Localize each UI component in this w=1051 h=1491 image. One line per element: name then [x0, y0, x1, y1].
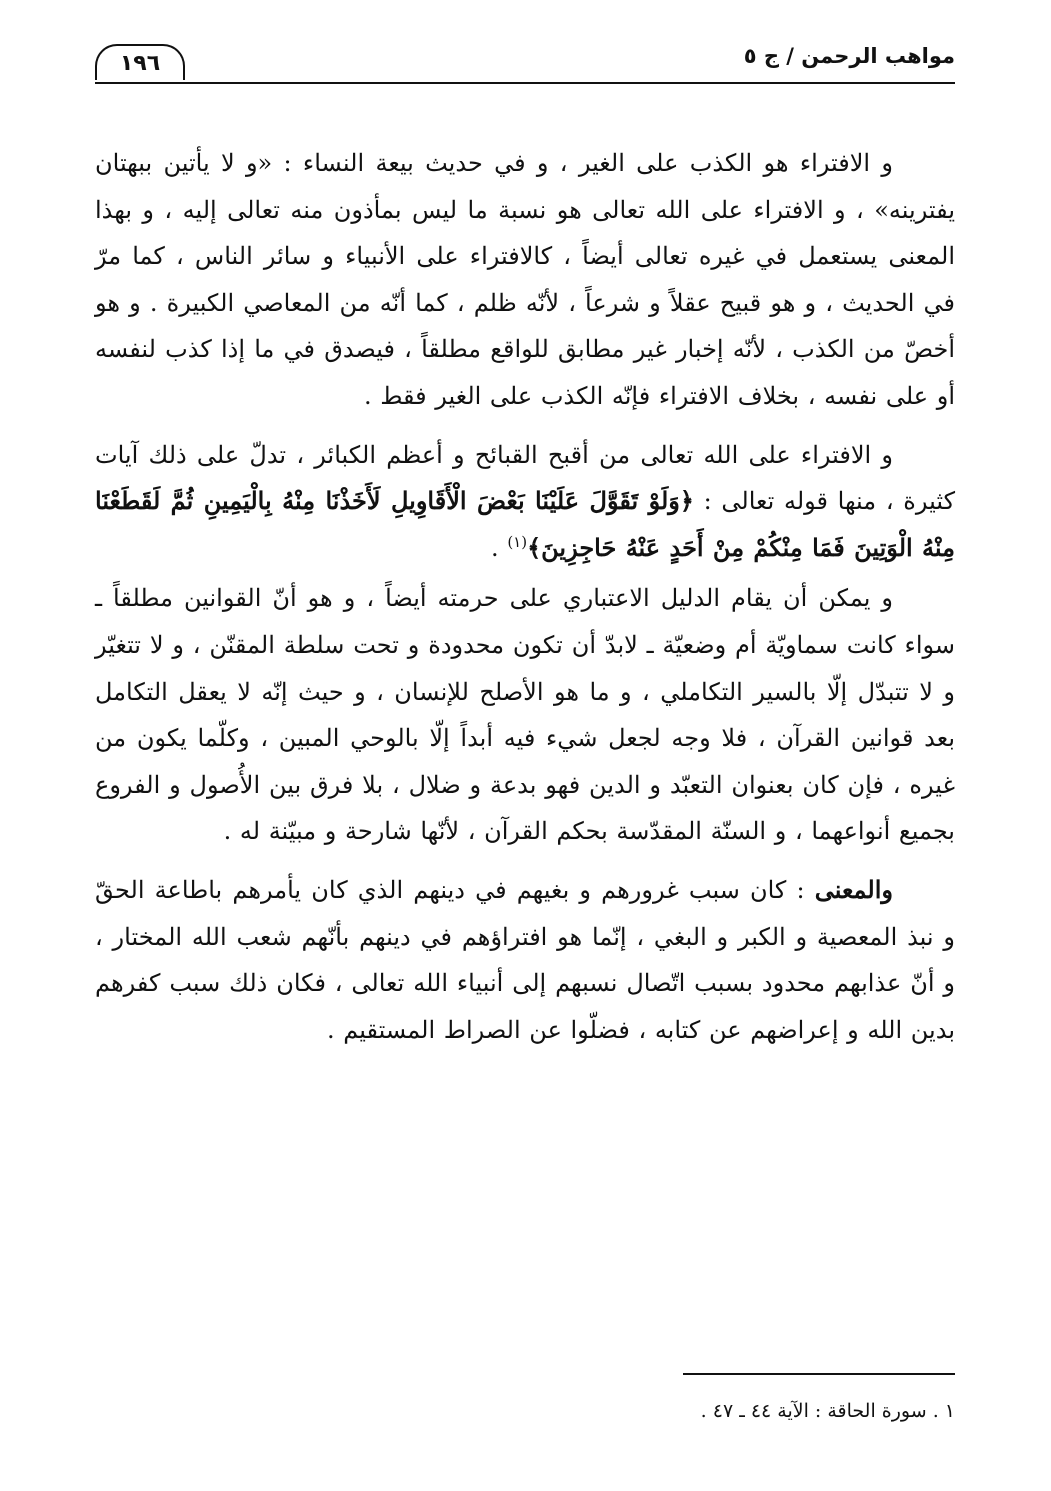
header-rule — [95, 82, 955, 84]
footnote-rule — [683, 1373, 955, 1375]
footnote: ١ . سورة الحاقة : الآية ٤٤ ـ ٤٧ . — [700, 1400, 955, 1422]
meaning-label: والمعنى — [814, 874, 893, 904]
main-text — [95, 140, 955, 1059]
paragraph-2 — [95, 432, 955, 572]
page-number: ١٩٦ — [95, 44, 185, 80]
paragraph-2-intro: و الافتراء على الله تعالى من أقبح القبائح و أعظم الكبائر ، تدلّ على ذلك آيات كثيرة ، منها قوله تعالى : — [95, 440, 955, 516]
paragraph-1: و الافتراء هو الكذب على الغير ، و في حديث بيعة النساء : «و لا يأتين ببهتان يفترينه» ، و الافتراء على الله تعالى هو نسبة ما ليس بمأذون منه تعالى إليه ، و بهذا المعنى يستعمل في غيره تعالى أيضاً ، كالافتراء على الأنبياء و سائر الناس ، كما مرّ في الحديث ، و هو قبيح عقلاً و شرعاً ، لأنّه ظلم ، كما أنّه من المعاصي الكبيرة . و هو أخصّ من الكذب ، لأنّه إخبار غير مطابق للواقع مطلقاً ، فيصدق في ما إذا كذب لنفسه أو على نفسه ، بخلاف الافتراء فإنّه الكذب على الغير فقط . — [95, 149, 956, 410]
quran-verse: ﴿وَلَوْ تَقَوَّلَ عَلَيْنَا بَعْضَ الْأَقَاوِيلِ لَأَخَذْنَا مِنْهُ بِالْيَمِينِ ثُمَّ لَقَطَعْنَا مِنْهُ الْوَتِينَ فَمَا مِنْكُمْ مِنْ أَحَدٍ عَنْهُ حَاجِزِينَ﴾ — [95, 486, 955, 562]
paragraph-4 — [95, 867, 955, 1053]
page-header — [95, 40, 955, 88]
running-title: مواهب الرحمن / ج ٥ — [743, 44, 955, 68]
paragraph-4-text: : كان سبب غرورهم و بغيهم في دينهم الذي كان يأمرهم باطاعة الحقّ و نبذ المعصية و الكبر و البغي ، إنّما هو افتراؤهم في دينهم بأنّهم شعب الله المختار ، و أنّ عذابهم محدود بسبب اتّصال نسبهم إلى أنبياء الله تعالى ، فكان ذلك سبب كفرهم بدين الله و إعراضهم عن كتابه ، فضلّوا عن الصراط المستقيم . — [95, 875, 955, 1044]
footnote-reference: (١) — [507, 532, 528, 551]
paragraph-3: و يمكن أن يقام الدليل الاعتباري على حرمته أيضاً ، و هو أنّ القوانين مطلقاً ـ سواء كانت سماويّة أم وضعيّة ـ لابدّ أن تكون محدودة و تحت سلطة المقنّن ، و لا تتغيّر و لا تتبدّل إلّا بالسير التكاملي ، و ما هو الأصلح للإنسان ، و حيث إنّه لا يعقل التكامل بعد قوانين القرآن ، فلا وجه لجعل شيء فيه أبداً إلّا بالوحي المبين ، وكلّما يكون من غيره ، فإن كان بعنوان التعبّد و الدين فهو بدعة و ضلال ، بلا فرق بين الأُصول و الفروع بجميع أنواعهما ، و السنّة المقدّسة بحكم القرآن ، لأنّها شارحة و مبيّنة له . — [95, 584, 955, 846]
paragraph-2-end: . — [491, 533, 508, 562]
